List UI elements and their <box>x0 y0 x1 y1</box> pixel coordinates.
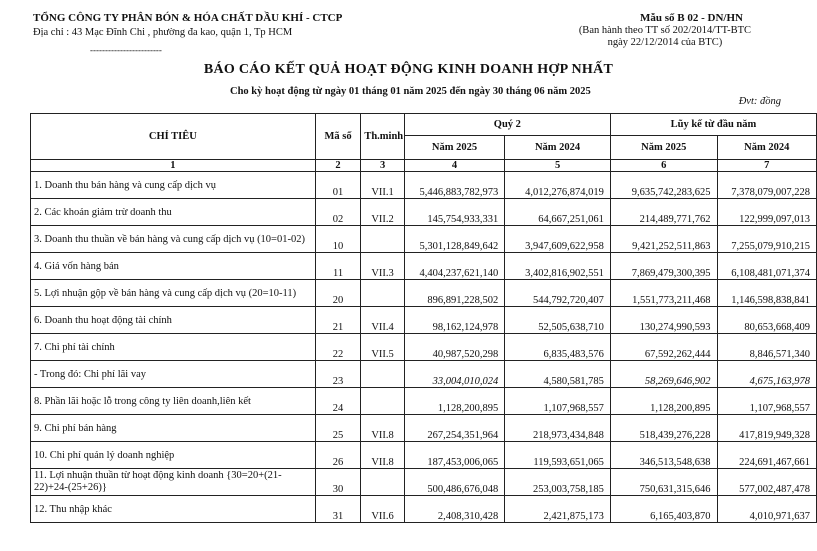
row-ytd-2024: 7,378,079,007,228 <box>717 172 816 199</box>
row-name: 12. Thu nhập khác <box>31 496 316 523</box>
row-ytd-2024: 4,675,163,978 <box>717 361 816 388</box>
col-index-7: 7 <box>717 160 816 172</box>
table-row <box>31 199 817 226</box>
row-note: VII.4 <box>361 307 404 334</box>
col-index-2: 2 <box>315 160 361 172</box>
row-note <box>361 361 404 388</box>
company-name: TỔNG CÔNG TY PHÂN BÓN & HÓA CHẤT DẦU KHÍ - CTCP <box>33 12 343 24</box>
row-q2-2024: 2,421,875,173 <box>505 496 611 523</box>
row-q2-2025: 33,004,010,024 <box>404 361 504 388</box>
currency-unit: Đvt: đồng <box>738 96 781 107</box>
row-name: 7. Chi phí tài chính <box>31 334 316 361</box>
row-note <box>361 388 404 415</box>
row-q2-2024: 6,835,483,576 <box>505 334 611 361</box>
row-q2-2025: 98,162,124,978 <box>404 307 504 334</box>
form-issued-line-2: ngày 22/12/2014 của BTC) <box>607 37 723 48</box>
row-ytd-2024: 1,146,598,838,841 <box>717 280 816 307</box>
row-ytd-2024: 224,691,467,661 <box>717 442 816 469</box>
row-q2-2025: 5,301,128,849,642 <box>404 226 504 253</box>
row-note <box>361 469 404 496</box>
income-statement-table <box>30 113 817 523</box>
row-name: - Trong đó: Chi phí lãi vay <box>31 361 316 388</box>
table-row <box>31 280 817 307</box>
col-index-3: 3 <box>361 160 404 172</box>
row-ytd-2024: 1,107,968,557 <box>717 388 816 415</box>
row-ytd-2024: 4,010,971,637 <box>717 496 816 523</box>
row-code: 26 <box>315 442 361 469</box>
row-name: 11. Lợi nhuận thuần từ hoạt động kinh doanh {30=20+(21-22)+24-(25+26)} <box>31 469 316 496</box>
table-body <box>31 172 817 523</box>
row-note: VII.6 <box>361 496 404 523</box>
row-note: VII.8 <box>361 415 404 442</box>
header-ytd-2025: Năm 2025 <box>610 136 717 160</box>
row-note: VII.5 <box>361 334 404 361</box>
row-ytd-2025: 6,165,403,870 <box>610 496 717 523</box>
row-code: 24 <box>315 388 361 415</box>
table-row <box>31 469 817 496</box>
row-name: 9. Chi phí bán hàng <box>31 415 316 442</box>
row-q2-2024: 1,107,968,557 <box>505 388 611 415</box>
row-note <box>361 280 404 307</box>
row-q2-2025: 145,754,933,331 <box>404 199 504 226</box>
form-issued-note <box>579 25 751 49</box>
row-code: 20 <box>315 280 361 307</box>
row-ytd-2025: 9,635,742,283,625 <box>610 172 717 199</box>
table-row <box>31 253 817 280</box>
table-row <box>31 334 817 361</box>
address-underline: ------------------------ <box>90 45 162 55</box>
header-ytd-2024: Năm 2024 <box>717 136 816 160</box>
row-name: 3. Doanh thu thuần về bán hàng và cung cấp dịch vụ (10=01-02) <box>31 226 316 253</box>
table-row <box>31 172 817 199</box>
row-note: VII.8 <box>361 442 404 469</box>
row-q2-2025: 187,453,006,065 <box>404 442 504 469</box>
row-q2-2024: 4,580,581,785 <box>505 361 611 388</box>
row-q2-2024: 3,947,609,622,958 <box>505 226 611 253</box>
report-title: BÁO CÁO KẾT QUẢ HOẠT ĐỘNG KINH DOANH HỢP NHẤT <box>203 62 614 77</box>
row-name: 10. Chi phí quản lý doanh nghiệp <box>31 442 316 469</box>
row-q2-2024: 52,505,638,710 <box>505 307 611 334</box>
company-address: Địa chỉ : 43 Mạc Đĩnh Chi , phường đa kao, quận 1, Tp HCM <box>33 27 293 38</box>
col-index-5: 5 <box>505 160 611 172</box>
row-q2-2025: 5,446,883,782,973 <box>404 172 504 199</box>
header-code: Mã số <box>315 114 361 160</box>
row-ytd-2025: 9,421,252,511,863 <box>610 226 717 253</box>
row-note <box>361 226 404 253</box>
report-period: Cho kỳ hoạt động từ ngày 01 tháng 01 năm 2025 đến ngày 30 tháng 06 năm 2025 <box>230 86 591 97</box>
row-ytd-2025: 750,631,315,646 <box>610 469 717 496</box>
row-q2-2024: 4,012,276,874,019 <box>505 172 611 199</box>
row-note: VII.3 <box>361 253 404 280</box>
row-q2-2025: 500,486,676,048 <box>404 469 504 496</box>
row-code: 23 <box>315 361 361 388</box>
row-q2-2024: 218,973,434,848 <box>505 415 611 442</box>
header-ytd: Lũy kế từ đầu năm <box>610 114 816 136</box>
row-code: 30 <box>315 469 361 496</box>
table-row <box>31 226 817 253</box>
row-code: 22 <box>315 334 361 361</box>
row-code: 31 <box>315 496 361 523</box>
table-row <box>31 388 817 415</box>
row-code: 01 <box>315 172 361 199</box>
row-code: 25 <box>315 415 361 442</box>
row-ytd-2025: 67,592,262,444 <box>610 334 717 361</box>
row-q2-2025: 40,987,520,298 <box>404 334 504 361</box>
table-row <box>31 307 817 334</box>
row-ytd-2025: 214,489,771,762 <box>610 199 717 226</box>
row-code: 21 <box>315 307 361 334</box>
row-ytd-2025: 7,869,479,300,395 <box>610 253 717 280</box>
row-ytd-2024: 577,002,487,478 <box>717 469 816 496</box>
row-q2-2025: 896,891,228,502 <box>404 280 504 307</box>
row-name: 5. Lợi nhuận gộp về bán hàng và cung cấp dịch vụ (20=10-11) <box>31 280 316 307</box>
col-index-4: 4 <box>404 160 504 172</box>
row-name: 6. Doanh thu hoạt động tài chính <box>31 307 316 334</box>
row-code: 10 <box>315 226 361 253</box>
header-note: Th.minh <box>361 114 404 160</box>
row-note: VII.1 <box>361 172 404 199</box>
row-ytd-2024: 6,108,481,071,374 <box>717 253 816 280</box>
row-code: 11 <box>315 253 361 280</box>
row-ytd-2024: 122,999,097,013 <box>717 199 816 226</box>
row-q2-2024: 119,593,651,065 <box>505 442 611 469</box>
header-q2-2025: Năm 2025 <box>404 136 504 160</box>
header-indicator: CHỈ TIÊU <box>31 114 316 160</box>
table-row <box>31 415 817 442</box>
row-name: 2. Các khoản giảm trừ doanh thu <box>31 199 316 226</box>
row-name: 8. Phần lãi hoặc lỗ trong công ty liên doanh,liên kết <box>31 388 316 415</box>
table-row <box>31 442 817 469</box>
row-ytd-2024: 80,653,668,409 <box>717 307 816 334</box>
row-ytd-2025: 1,551,773,211,468 <box>610 280 717 307</box>
header-quarter-2: Quý 2 <box>404 114 610 136</box>
row-ytd-2024: 417,819,949,328 <box>717 415 816 442</box>
row-ytd-2025: 130,274,990,593 <box>610 307 717 334</box>
header-q2-2024: Năm 2024 <box>505 136 611 160</box>
row-name: 4. Giá vốn hàng bán <box>31 253 316 280</box>
table-row <box>31 361 817 388</box>
row-ytd-2025: 58,269,646,902 <box>610 361 717 388</box>
col-index-6: 6 <box>610 160 717 172</box>
form-code: Mẫu số B 02 - DN/HN <box>640 12 743 24</box>
row-ytd-2024: 7,255,079,910,215 <box>717 226 816 253</box>
table-row <box>31 496 817 523</box>
row-q2-2024: 64,667,251,061 <box>505 199 611 226</box>
row-q2-2025: 267,254,351,964 <box>404 415 504 442</box>
row-q2-2025: 2,408,310,428 <box>404 496 504 523</box>
row-q2-2024: 544,792,720,407 <box>505 280 611 307</box>
row-ytd-2025: 1,128,200,895 <box>610 388 717 415</box>
row-q2-2024: 253,003,758,185 <box>505 469 611 496</box>
col-index-1: 1 <box>31 160 316 172</box>
row-ytd-2025: 518,439,276,228 <box>610 415 717 442</box>
row-name: 1. Doanh thu bán hàng và cung cấp dịch vụ <box>31 172 316 199</box>
form-issued-line-1: (Ban hành theo TT số 202/2014/TT-BTC <box>578 25 751 36</box>
row-q2-2024: 3,402,816,902,551 <box>505 253 611 280</box>
row-code: 02 <box>315 199 361 226</box>
row-q2-2025: 4,404,237,621,140 <box>404 253 504 280</box>
row-ytd-2024: 8,846,571,340 <box>717 334 816 361</box>
row-note: VII.2 <box>361 199 404 226</box>
row-q2-2025: 1,128,200,895 <box>404 388 504 415</box>
row-ytd-2025: 346,513,548,638 <box>610 442 717 469</box>
